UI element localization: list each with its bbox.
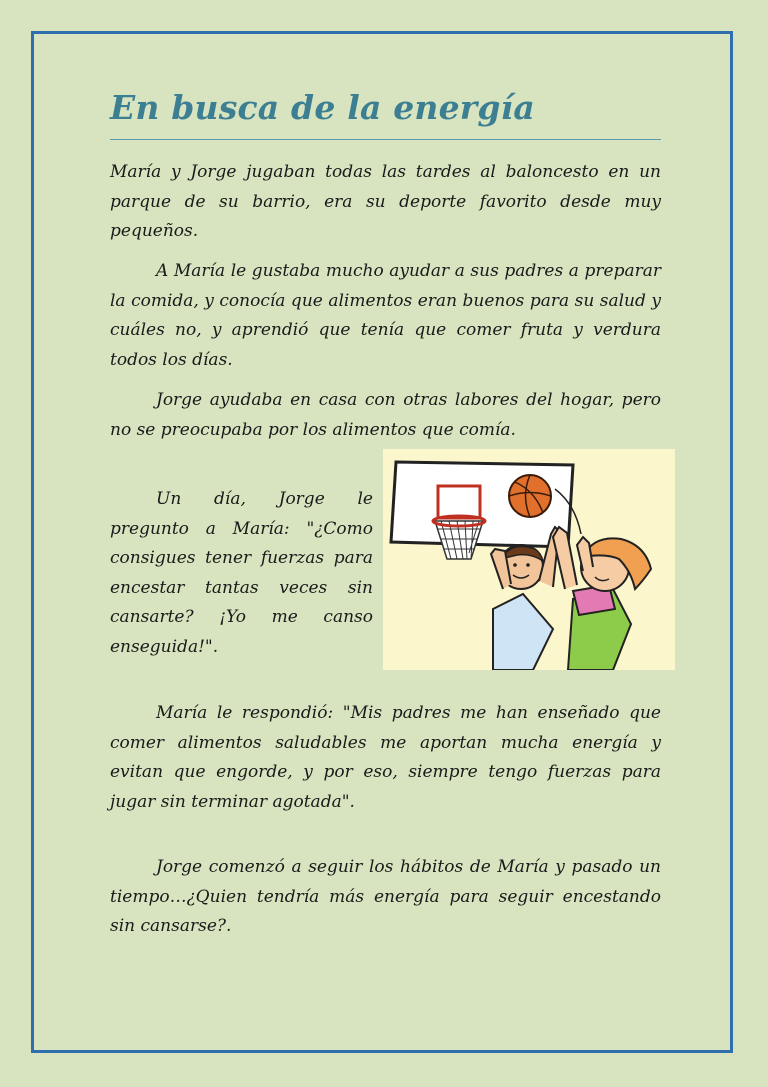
paragraph-2: A María le gustaba mucho ayudar a sus padres a preparar la comida, y conocía que alimentos eran buenos para su salud y cuáles no, y aprendió que tenía que comer fruta y verdura todos los días. (110, 261, 661, 370)
title-underline (110, 139, 661, 140)
boy-figure (491, 527, 559, 670)
page-title: En busca de la energía (110, 88, 535, 127)
basketball-illustration (383, 449, 675, 670)
paragraph-3: Jorge ayudaba en casa con otras labores del hogar, pero no se preocupaba por los alimentos que comía. (110, 390, 661, 440)
paragraph-4: Un día, Jorge le pregunto a María: "¿Como consigues tener fuerzas para encestar tantas veces sin cansarte? ¡Yo me canso enseguida!". (110, 489, 373, 657)
paragraph-1: María y Jorge jugaban todas las tardes al baloncesto en un parque de su barrio, era su deporte favorito desde muy pequeños. (110, 162, 661, 242)
paragraph-5: María le respondió: "Mis padres me han enseñado que comer alimentos saludables me aportan mucha energía y evitan que engorde, y por eso, siempre tengo fuerzas para jugar sin terminar agotada". (110, 703, 661, 812)
girl-figure (553, 527, 651, 670)
paragraph-6: Jorge comenzó a seguir los hábitos de María y pasado un tiempo…¿Quien tendría más energía para seguir encestando sin cansarse?. (110, 857, 661, 937)
basketball-icon (509, 475, 551, 517)
